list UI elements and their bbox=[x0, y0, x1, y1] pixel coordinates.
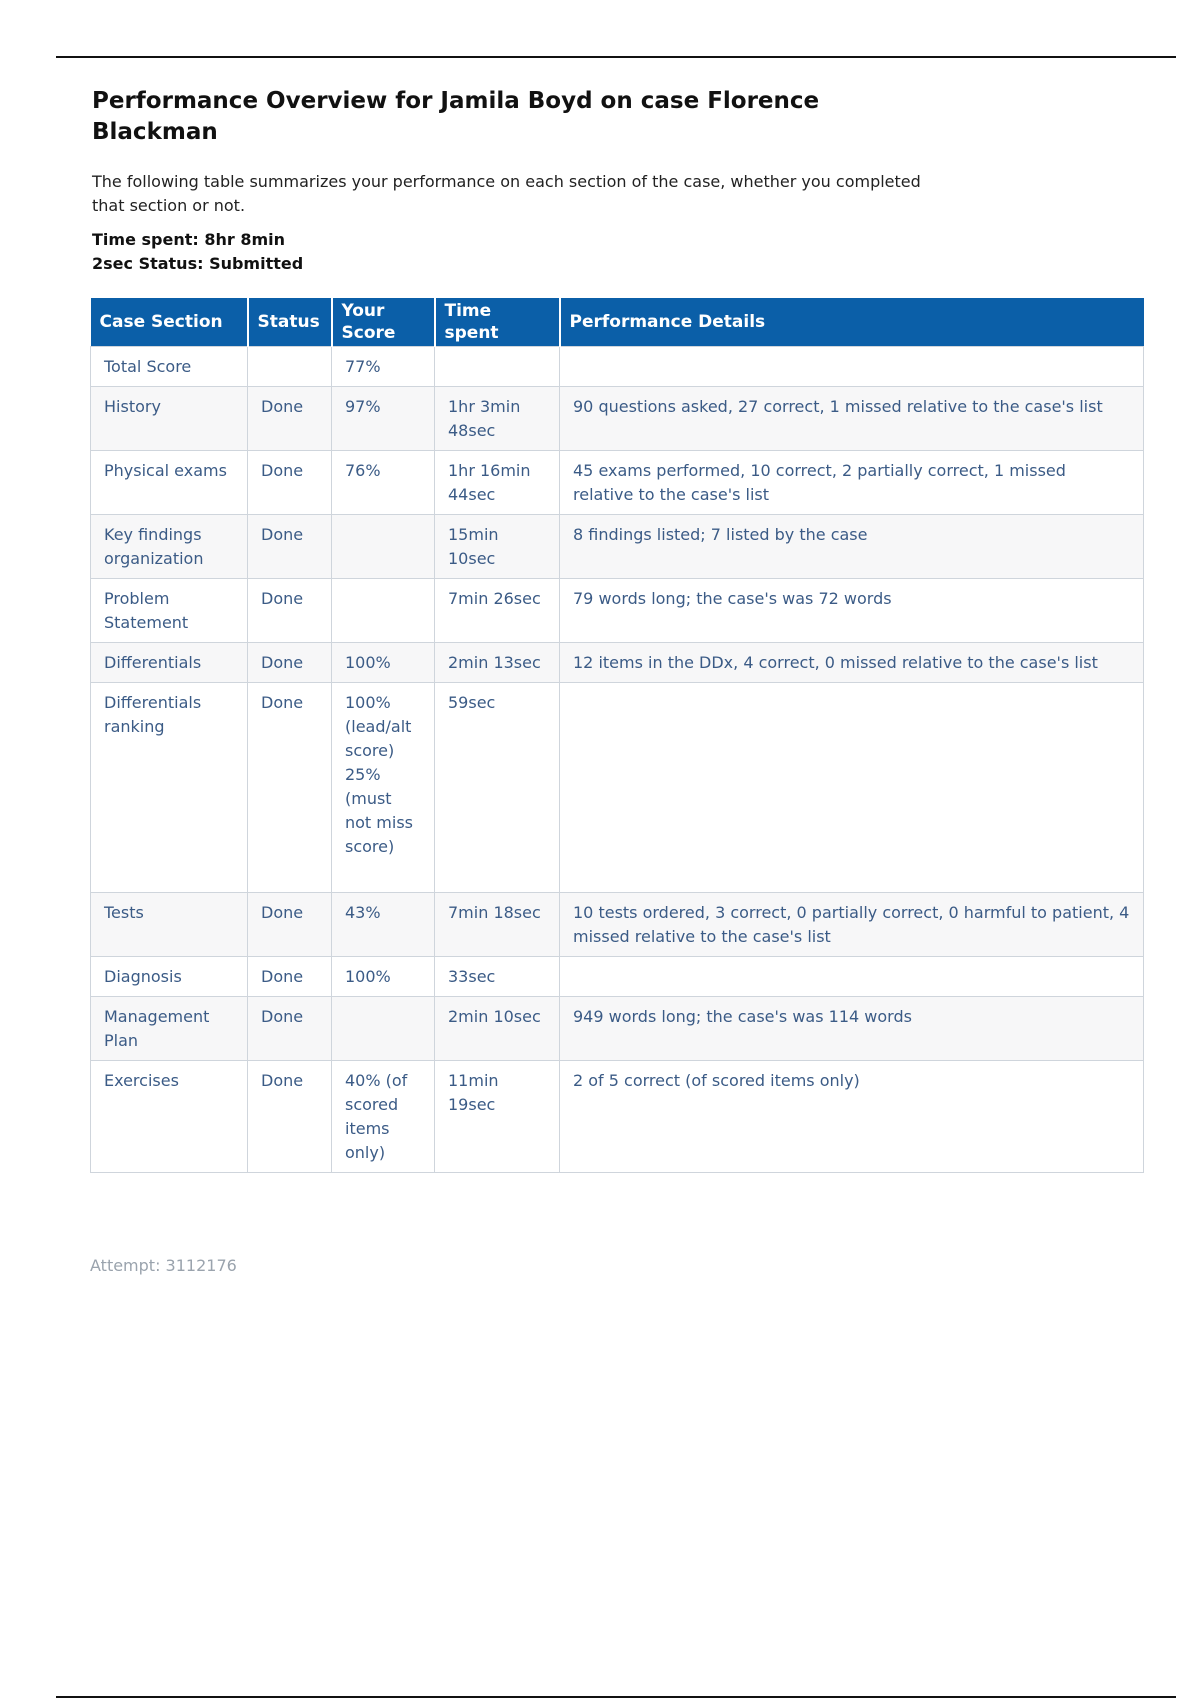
cell-status: Done bbox=[248, 387, 332, 451]
cell-section: Management Plan bbox=[91, 997, 248, 1061]
table-row bbox=[91, 893, 1144, 957]
time-spent-total: Time spent: 8hr 8min bbox=[92, 230, 285, 249]
cell-details: 79 words long; the case's was 72 words bbox=[560, 579, 1144, 643]
cell-time: 7min 26sec bbox=[435, 579, 560, 643]
cell-score: 40% (of scored items only) bbox=[332, 1061, 435, 1173]
cell-details: 8 findings listed; 7 listed by the case bbox=[560, 515, 1144, 579]
cell-score: 100% (lead/alt score) 25% (must not miss score) bbox=[332, 683, 435, 893]
cell-status bbox=[248, 347, 332, 387]
cell-section: Exercises bbox=[91, 1061, 248, 1173]
bottom-rule bbox=[56, 1696, 1176, 1698]
cell-section: Physical exams bbox=[91, 451, 248, 515]
cell-time: 33sec bbox=[435, 957, 560, 997]
cell-details: 949 words long; the case's was 114 words bbox=[560, 997, 1144, 1061]
cell-time: 11min 19sec bbox=[435, 1061, 560, 1173]
table-header-row bbox=[91, 298, 1144, 347]
cell-status: Done bbox=[248, 515, 332, 579]
cell-details: 90 questions asked, 27 correct, 1 missed relative to the case's list bbox=[560, 387, 1144, 451]
table-row bbox=[91, 997, 1144, 1061]
cell-status: Done bbox=[248, 643, 332, 683]
cell-time: 7min 18sec bbox=[435, 893, 560, 957]
cell-section: Differentials bbox=[91, 643, 248, 683]
header-case-section: Case Section bbox=[91, 298, 248, 347]
cell-details bbox=[560, 683, 1144, 893]
cell-time: 2min 10sec bbox=[435, 997, 560, 1061]
table-row bbox=[91, 957, 1144, 997]
cell-details: 45 exams performed, 10 correct, 2 partially correct, 1 missed relative to the case's list bbox=[560, 451, 1144, 515]
cell-status: Done bbox=[248, 957, 332, 997]
cell-score bbox=[332, 515, 435, 579]
table-row bbox=[91, 515, 1144, 579]
cell-time bbox=[435, 347, 560, 387]
top-rule bbox=[56, 56, 1176, 58]
cell-time: 2min 13sec bbox=[435, 643, 560, 683]
cell-details: 2 of 5 correct (of scored items only) bbox=[560, 1061, 1144, 1173]
cell-status: Done bbox=[248, 579, 332, 643]
cell-details bbox=[560, 347, 1144, 387]
page-title: Performance Overview for Jamila Boyd on case Florence Blackman bbox=[92, 88, 820, 145]
document-header bbox=[92, 86, 1142, 276]
submission-status: 2sec Status: Submitted bbox=[92, 254, 304, 273]
cell-score: 100% bbox=[332, 643, 435, 683]
cell-score: 100% bbox=[332, 957, 435, 997]
table-row bbox=[91, 643, 1144, 683]
cell-status: Done bbox=[248, 997, 332, 1061]
header-performance-details: Performance Details bbox=[560, 298, 1144, 347]
summary-meta bbox=[92, 228, 1142, 276]
cell-section: History bbox=[91, 387, 248, 451]
cell-section: Total Score bbox=[91, 347, 248, 387]
header-status: Status bbox=[248, 298, 332, 347]
intro-text: The following table summarizes your performance on each section of the case, whether you completed that section or not. bbox=[92, 172, 921, 215]
cell-time: 15min 10sec bbox=[435, 515, 560, 579]
cell-time: 1hr 3min 48sec bbox=[435, 387, 560, 451]
header-time-spent: Time spent bbox=[435, 298, 560, 347]
table-row bbox=[91, 347, 1144, 387]
cell-section: Differentials ranking bbox=[91, 683, 248, 893]
table-row bbox=[91, 387, 1144, 451]
cell-details bbox=[560, 957, 1144, 997]
cell-section: Key findings organization bbox=[91, 515, 248, 579]
cell-section: Problem Statement bbox=[91, 579, 248, 643]
attempt-id: Attempt: 3112176 bbox=[90, 1256, 237, 1275]
header-your-score: Your Score bbox=[332, 298, 435, 347]
cell-score: 76% bbox=[332, 451, 435, 515]
table-row bbox=[91, 451, 1144, 515]
table-row bbox=[91, 1061, 1144, 1173]
cell-status: Done bbox=[248, 683, 332, 893]
cell-time: 1hr 16min 44sec bbox=[435, 451, 560, 515]
cell-section: Tests bbox=[91, 893, 248, 957]
performance-table bbox=[90, 298, 1144, 1173]
cell-status: Done bbox=[248, 451, 332, 515]
table-row bbox=[91, 683, 1144, 893]
cell-details: 12 items in the DDx, 4 correct, 0 missed relative to the case's list bbox=[560, 643, 1144, 683]
cell-section: Diagnosis bbox=[91, 957, 248, 997]
cell-score: 43% bbox=[332, 893, 435, 957]
cell-score: 97% bbox=[332, 387, 435, 451]
table-row bbox=[91, 579, 1144, 643]
cell-details: 10 tests ordered, 3 correct, 0 partially correct, 0 harmful to patient, 4 missed relative to the case's list bbox=[560, 893, 1144, 957]
cell-status: Done bbox=[248, 893, 332, 957]
cell-status: Done bbox=[248, 1061, 332, 1173]
cell-score bbox=[332, 997, 435, 1061]
cell-score: 77% bbox=[332, 347, 435, 387]
cell-time: 59sec bbox=[435, 683, 560, 893]
cell-score bbox=[332, 579, 435, 643]
